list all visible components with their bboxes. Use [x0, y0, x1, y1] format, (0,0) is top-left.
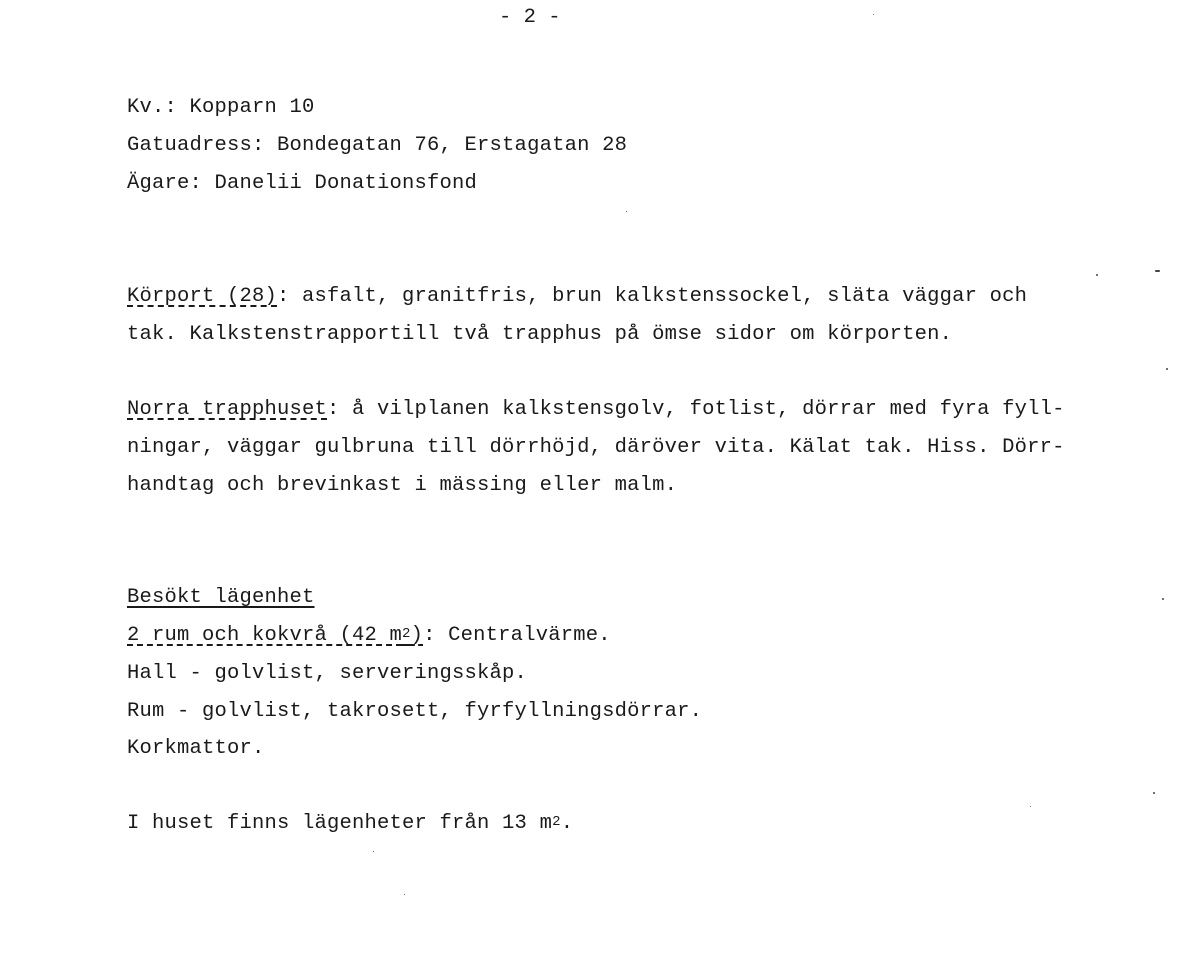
scan-speck — [1166, 368, 1168, 370]
footer-text: I huset finns lägenheter från 13 m — [127, 812, 553, 835]
norra-heading: Norra trapphuset — [127, 398, 328, 421]
korport-line-1 — [127, 285, 1027, 309]
scan-speck — [873, 14, 874, 15]
rooms-line — [127, 624, 611, 648]
rooms-area-superscript: 2 — [402, 626, 411, 642]
scan-speck — [1096, 274, 1098, 276]
korport-heading: Körport (28) — [127, 285, 278, 308]
korport-line-1-text: : asfalt, granitfris, brun kalkstenssockel, släta väggar och — [277, 285, 1028, 308]
scan-speck — [1030, 806, 1031, 807]
norra-line-1 — [127, 398, 1065, 422]
scan-speck — [373, 851, 374, 852]
rooms-heading-close: ) — [410, 624, 424, 647]
scan-speck — [626, 211, 627, 212]
scan-speck — [1155, 270, 1160, 272]
korkmattor-line: Korkmattor. — [127, 737, 265, 760]
lagenhet-heading — [127, 586, 315, 610]
footer-superscript: 2 — [552, 814, 561, 830]
korport-line-2: tak. Kalkstenstrapportill två trapphus på ömse sidor om körporten. — [127, 323, 953, 346]
norra-line-2: ningar, väggar gulbruna till dörrhöjd, däröver vita. Kälat tak. Hiss. Dörr- — [127, 436, 1065, 459]
page-number: - 2 - — [499, 6, 561, 29]
rooms-line-text: : Centralvärme. — [423, 624, 611, 647]
rooms-heading — [127, 624, 423, 647]
gatuadress-line: Gatuadress: Bondegatan 76, Erstagatan 28 — [127, 134, 628, 157]
hall-line: Hall - golvlist, serveringsskåp. — [127, 662, 528, 685]
footer-line — [127, 812, 573, 836]
footer-end: . — [560, 812, 574, 835]
norra-line-3: handtag och brevinkast i mässing eller malm. — [127, 474, 678, 497]
rooms-heading-text: 2 rum och kokvrå (42 m — [127, 624, 403, 647]
norra-line-1-text: : å vilplanen kalkstensgolv, fotlist, dörrar med fyra fyll- — [327, 398, 1065, 421]
lagenhet-heading-text: Besökt lägenhet — [127, 586, 315, 609]
scan-speck — [404, 894, 405, 895]
scan-speck — [1153, 792, 1155, 794]
kv-line: Kv.: Kopparn 10 — [127, 96, 315, 119]
agare-line: Ägare: Danelii Donationsfond — [127, 172, 478, 195]
scan-speck — [1162, 598, 1164, 600]
rum-line: Rum - golvlist, takrosett, fyrfyllningsdörrar. — [127, 700, 703, 723]
